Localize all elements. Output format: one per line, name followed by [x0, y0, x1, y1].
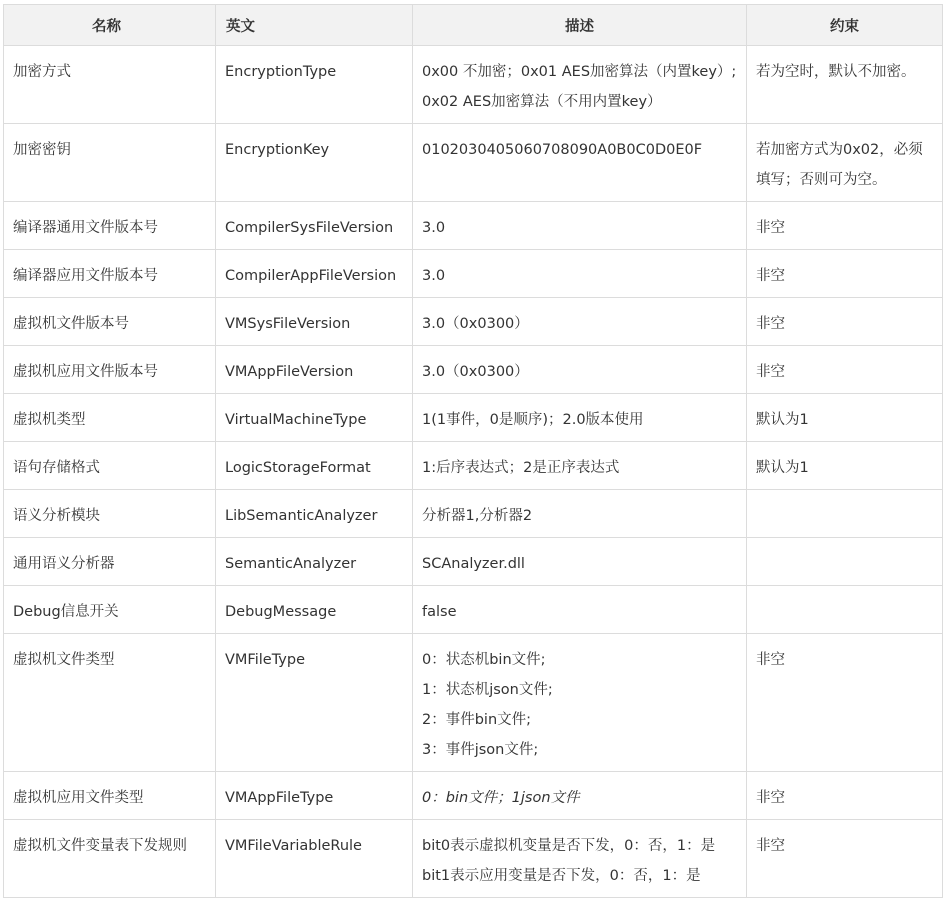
- cell-description: [413, 442, 747, 490]
- cell-constraint: 非空: [747, 202, 943, 250]
- cell-constraint: 非空: [747, 250, 943, 298]
- cell-constraint: 若加密方式为0x02，必须填写；否则可为空。: [747, 124, 943, 202]
- description-line: 3.0（0x0300）: [422, 316, 529, 332]
- cell-english: EncryptionType: [216, 46, 413, 124]
- table-row: [4, 394, 943, 442]
- cell-name: 编译器通用文件版本号: [4, 202, 216, 250]
- table-row: [4, 124, 943, 202]
- cell-constraint: 若为空时，默认不加密。: [747, 46, 943, 124]
- cell-constraint: 默认为1: [747, 442, 943, 490]
- description-line: 3：事件json文件;: [422, 742, 539, 758]
- description-line: 分析器1,分析器2: [422, 508, 533, 524]
- table-row: [4, 490, 943, 538]
- cell-constraint: [747, 586, 943, 634]
- cell-name: 虚拟机文件变量表下发规则: [4, 820, 216, 898]
- cell-constraint: [747, 538, 943, 586]
- cell-description: [413, 346, 747, 394]
- cell-constraint: 非空: [747, 346, 943, 394]
- table-row: [4, 46, 943, 124]
- cell-description: [413, 298, 747, 346]
- cell-english: DebugMessage: [216, 586, 413, 634]
- description-line: false: [422, 604, 457, 620]
- cell-constraint: 非空: [747, 298, 943, 346]
- description-line: 2：事件bin文件;: [422, 712, 532, 728]
- cell-english: VMFileVariableRule: [216, 820, 413, 898]
- cell-name: 虚拟机文件版本号: [4, 298, 216, 346]
- cell-description: [413, 772, 747, 820]
- table-row: [4, 298, 943, 346]
- cell-english: VirtualMachineType: [216, 394, 413, 442]
- cell-english: VMFileType: [216, 634, 413, 772]
- cell-description: [413, 46, 747, 124]
- description-line: SCAnalyzer.dll: [422, 556, 525, 572]
- cell-name: 通用语义分析器: [4, 538, 216, 586]
- cell-description: [413, 124, 747, 202]
- header-description: 描述: [413, 5, 747, 46]
- table-row: [4, 538, 943, 586]
- table-row: [4, 250, 943, 298]
- description-line: 0：bin文件；1json文件: [422, 790, 580, 806]
- cell-english: VMAppFileVersion: [216, 346, 413, 394]
- cell-constraint: 非空: [747, 634, 943, 772]
- table-row: [4, 442, 943, 490]
- description-line: 0：状态机bin文件;: [422, 652, 546, 668]
- cell-description: [413, 490, 747, 538]
- table-header-row: [4, 5, 943, 46]
- table-row: [4, 202, 943, 250]
- cell-name: Debug信息开关: [4, 586, 216, 634]
- cell-english: VMSysFileVersion: [216, 298, 413, 346]
- cell-english: CompilerSysFileVersion: [216, 202, 413, 250]
- cell-description: [413, 634, 747, 772]
- cell-name: 加密方式: [4, 46, 216, 124]
- description-line: 1:后序表达式；2是正序表达式: [422, 460, 620, 476]
- cell-description: [413, 250, 747, 298]
- header-english: 英文: [216, 5, 413, 46]
- cell-english: LibSemanticAnalyzer: [216, 490, 413, 538]
- cell-name: 语句存储格式: [4, 442, 216, 490]
- cell-name: 虚拟机文件类型: [4, 634, 216, 772]
- description-line: bit0表示虚拟机变量是否下发，0：否，1：是: [422, 838, 716, 854]
- cell-description: [413, 538, 747, 586]
- config-table: [3, 4, 943, 898]
- cell-english: CompilerAppFileVersion: [216, 250, 413, 298]
- header-constraint: 约束: [747, 5, 943, 46]
- cell-name: 语义分析模块: [4, 490, 216, 538]
- description-line: 1(1事件，0是顺序)；2.0版本使用: [422, 412, 644, 428]
- description-line: 1：状态机json文件;: [422, 682, 553, 698]
- table-row: [4, 772, 943, 820]
- cell-name: 虚拟机应用文件版本号: [4, 346, 216, 394]
- cell-constraint: 默认为1: [747, 394, 943, 442]
- cell-description: [413, 394, 747, 442]
- cell-name: 虚拟机类型: [4, 394, 216, 442]
- cell-name: 虚拟机应用文件类型: [4, 772, 216, 820]
- table-row: [4, 346, 943, 394]
- cell-constraint: 非空: [747, 820, 943, 898]
- table-row: [4, 586, 943, 634]
- cell-description: [413, 820, 747, 898]
- cell-description: [413, 586, 747, 634]
- description-line: 0x00 不加密；0x01 AES加密算法（内置key）;0x02 AES加密算法（不用内置key）: [422, 64, 737, 110]
- cell-english: VMAppFileType: [216, 772, 413, 820]
- cell-name: 编译器应用文件版本号: [4, 250, 216, 298]
- cell-english: LogicStorageFormat: [216, 442, 413, 490]
- description-line: 3.0: [422, 220, 446, 236]
- description-line: 0102030405060708090A0B0C0D0E0F: [422, 142, 703, 158]
- cell-name: 加密密钥: [4, 124, 216, 202]
- description-line: 3.0: [422, 268, 446, 284]
- cell-description: [413, 202, 747, 250]
- table-row: [4, 634, 943, 772]
- cell-english: SemanticAnalyzer: [216, 538, 413, 586]
- cell-constraint: 非空: [747, 772, 943, 820]
- description-line: 3.0（0x0300）: [422, 364, 529, 380]
- description-line: bit1表示应用变量是否下发，0：否，1：是: [422, 868, 701, 884]
- header-name: 名称: [4, 5, 216, 46]
- table-row: [4, 820, 943, 898]
- cell-english: EncryptionKey: [216, 124, 413, 202]
- table-body: [4, 46, 943, 898]
- cell-constraint: [747, 490, 943, 538]
